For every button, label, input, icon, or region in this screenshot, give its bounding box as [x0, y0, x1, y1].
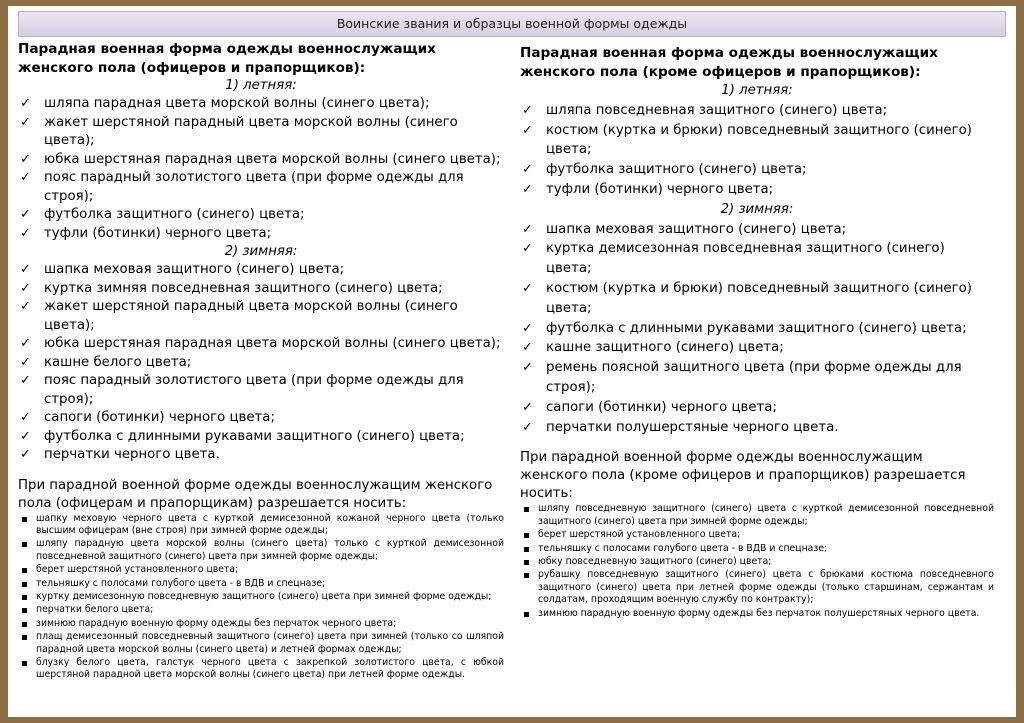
- item-text: костюм (куртка и брюки) повседневный защитного (синего) цвета;: [546, 122, 972, 158]
- square-bullet-icon: [22, 635, 27, 640]
- checkmark-icon: ✓: [20, 410, 31, 425]
- item-text: перчатки полушерстяные черного цвета.: [546, 419, 839, 435]
- uniform-item: [18, 372, 504, 409]
- item-text: берет шерстяной установленного цвета;: [36, 564, 239, 576]
- uniform-item: [520, 338, 994, 358]
- square-bullet-icon: [22, 608, 27, 613]
- uniform-item: [18, 206, 504, 225]
- checkmark-icon: ✓: [20, 373, 31, 388]
- item-text: шляпа повседневная защитного (синего) цвета;: [546, 102, 888, 118]
- right-summer-label: 1) летняя:: [721, 83, 793, 98]
- uniform-item: [520, 121, 994, 161]
- right-summer-list: [520, 101, 994, 200]
- checkmark-icon: ✓: [20, 225, 31, 241]
- left-permit-text: При парадной военной форме одежды военнослужащим женского пола (офицерам и прапорщикам) разрешается носить:: [18, 477, 493, 511]
- checkmark-icon: ✓: [20, 96, 31, 111]
- item-text: куртку демисезонную повседневную защитного (синего) цвета при зимней форме одежды;: [36, 590, 492, 602]
- checkmark-icon: ✓: [20, 114, 31, 130]
- item-text: жакет шерстяной парадный цвета морской волны (синего цвета);: [44, 114, 458, 148]
- item-text: куртка демисезонная повседневная защитного (синего) цвета;: [546, 241, 945, 277]
- right-winter-label: 2) зимняя:: [720, 201, 794, 217]
- uniform-item: [18, 95, 504, 114]
- permit-item: [18, 657, 504, 682]
- checkmark-icon: ✓: [20, 170, 31, 185]
- item-text: юбка шерстяная парадная цвета морской волны (синего цвета);: [44, 336, 501, 351]
- uniform-item: [520, 398, 994, 418]
- square-bullet-icon: [524, 573, 529, 578]
- right-heading: Парадная военная форма одежды военнослужащих женского пола (кроме офицеров и прапорщиков):: [520, 45, 938, 80]
- left-winter-list: [18, 261, 504, 465]
- checkmark-icon: ✓: [20, 336, 31, 351]
- item-text: блузку белого цвета, галстук черного цвета с закрепкой золотистого цвета, с юбкой шерстяной парадной цвета морской волны (синего цвета) при летней форме одежды.: [36, 656, 504, 681]
- uniform-item: [18, 225, 504, 244]
- uniform-item: [18, 335, 504, 354]
- uniform-item: [520, 160, 994, 180]
- checkmark-icon: ✓: [522, 399, 533, 415]
- item-text: сапоги (ботинки) черного цвета;: [546, 399, 777, 415]
- permit-item: [18, 578, 504, 590]
- item-text: юбку повседневную защитного (синего) цвета;: [538, 555, 772, 567]
- item-text: кашне защитного (синего) цвета;: [546, 340, 784, 356]
- uniform-item: [18, 280, 504, 299]
- item-text: костюм (куртка и брюки) повседневный защитного (синего) цвета;: [546, 280, 972, 316]
- item-text: футболка с длинными рукавами защитного (синего) цвета;: [44, 428, 465, 444]
- square-bullet-icon: [524, 547, 529, 552]
- permit-item: [520, 503, 994, 528]
- checkmark-icon: ✓: [522, 162, 533, 178]
- permit-item: [520, 529, 994, 541]
- item-text: кашне белого цвета;: [44, 354, 192, 370]
- item-text: плащ демисезонный повседневный защитного (синего) цвета при зимней (только со шляпой парадной цвета морской волны (синего цвета) и летней формах одежды;: [36, 631, 504, 655]
- checkmark-icon: ✓: [522, 340, 533, 356]
- square-bullet-icon: [22, 661, 27, 666]
- checkmark-icon: ✓: [20, 447, 31, 462]
- left-heading: Парадная военная форма одежды военнослужащих женского пола (офицеров и прапорщиков):: [18, 41, 436, 76]
- item-text: сапоги (ботинки) черного цвета;: [44, 410, 275, 425]
- item-text: зимнюю парадную военную форму одежды без перчаток полушерстяных черного цвета.: [538, 607, 980, 619]
- checkmark-icon: ✓: [20, 207, 31, 222]
- checkmark-icon: ✓: [522, 102, 533, 118]
- uniform-item: [520, 418, 994, 438]
- uniform-item: [18, 114, 504, 151]
- uniform-item: [18, 261, 504, 280]
- right-column: [520, 44, 994, 621]
- item-text: туфли (ботинки) черного цвета;: [546, 181, 774, 197]
- square-bullet-icon: [524, 533, 529, 538]
- permit-item: [18, 538, 504, 563]
- item-text: шапку меховую черного цвета с курткой демисезонной кожаной черного цвета (только высшим офицерам (вне строя) при зимней форме одежды;: [36, 512, 504, 536]
- checkmark-icon: ✓: [20, 280, 31, 296]
- item-text: пояс парадный золотистого цвета (при форме одежды для строя);: [44, 373, 464, 407]
- uniform-item: [520, 239, 994, 279]
- checkmark-icon: ✓: [20, 299, 31, 314]
- permit-item: [520, 608, 994, 620]
- checkmark-icon: ✓: [522, 419, 533, 435]
- square-bullet-icon: [524, 507, 529, 512]
- checkmark-icon: ✓: [522, 360, 533, 376]
- item-text: шляпа парадная цвета морской волны (синего цвета);: [44, 96, 430, 111]
- item-text: рубашку повседневную защитного (синего) цвета с брюками костюма повседневного защитного (синего) цвета при летней форме одежды (только старшинам, сержантам и солдатам, проходящим военную службу по контракту);: [538, 569, 994, 606]
- right-winter-list: [520, 220, 994, 438]
- uniform-item: [18, 428, 504, 447]
- left-summer-list: [18, 95, 504, 243]
- checkmark-icon: ✓: [522, 320, 533, 336]
- uniform-item: [18, 409, 504, 428]
- item-text: футболка защитного (синего) цвета;: [44, 207, 305, 222]
- item-text: шляпу парадную цвета морской волны (синего цвета) только с курткой демисезонной повседневной защитного (синего) цвета при зимней форме одежды;: [36, 538, 504, 562]
- item-text: куртка зимняя повседневная защитного (синего) цвета;: [44, 280, 443, 296]
- checkmark-icon: ✓: [20, 354, 31, 370]
- permit-item: [18, 564, 504, 576]
- permit-item: [520, 543, 994, 555]
- item-text: пояс парадный золотистого цвета (при форме одежды для строя);: [44, 170, 464, 204]
- checkmark-icon: ✓: [20, 151, 31, 167]
- item-text: юбка шерстяная парадная цвета морской волны (синего цвета);: [44, 151, 501, 167]
- uniform-item: [520, 220, 994, 240]
- item-text: футболка с длинными рукавами защитного (синего) цвета;: [546, 320, 967, 336]
- item-text: шапка меховая защитного (синего) цвета;: [546, 221, 847, 237]
- left-permit-list: [18, 513, 504, 682]
- square-bullet-icon: [22, 568, 27, 573]
- square-bullet-icon: [524, 560, 529, 565]
- uniform-item: [520, 279, 994, 319]
- uniform-item: [18, 169, 504, 206]
- checkmark-icon: ✓: [522, 221, 533, 237]
- permit-item: [18, 591, 504, 603]
- permit-item: [18, 618, 504, 630]
- checkmark-icon: ✓: [522, 241, 533, 257]
- item-text: ремень поясной защитного цвета (при форме одежды для строя);: [546, 360, 962, 395]
- permit-item: [18, 513, 504, 538]
- uniform-item: [520, 180, 994, 200]
- right-permit-text: При парадной военной форме одежды военнослужащим женского пола (кроме офицеров и прапорщиков) разрешается носить:: [520, 450, 966, 502]
- item-text: тельняшку с полосами голубого цвета - в ВДВ и спецназе;: [538, 542, 828, 554]
- item-text: перчатки черного цвета.: [44, 447, 220, 462]
- uniform-item: [520, 358, 994, 398]
- square-bullet-icon: [524, 612, 529, 617]
- item-text: шляпу повседневную защитного (синего) цвета с курткой демисезонной повседневной защитного (синего) цвета при зимней форме одежды;: [538, 503, 994, 527]
- checkmark-icon: ✓: [522, 181, 533, 197]
- checkmark-icon: ✓: [522, 280, 533, 296]
- slide: [8, 6, 1016, 717]
- left-winter-label: 2) зимняя:: [224, 244, 298, 259]
- square-bullet-icon: [22, 595, 27, 600]
- slide-title: Воинские звания и образцы военной формы одежды: [18, 11, 1006, 37]
- item-text: берет шерстяной установленного цвета;: [538, 529, 741, 541]
- uniform-item: [18, 298, 504, 335]
- item-text: туфли (ботинки) черного цвета;: [44, 225, 272, 241]
- checkmark-icon: ✓: [20, 428, 31, 444]
- permit-item: [520, 569, 994, 606]
- uniform-item: [520, 319, 994, 339]
- item-text: футболка защитного (синего) цвета;: [546, 162, 807, 178]
- item-text: перчатки белого цвета;: [36, 604, 154, 616]
- square-bullet-icon: [22, 542, 27, 547]
- left-column: [18, 40, 504, 683]
- right-permit-list: [520, 503, 994, 620]
- item-text: жакет шерстяной парадный цвета морской волны (синего цвета);: [44, 299, 458, 333]
- permit-item: [18, 604, 504, 616]
- checkmark-icon: ✓: [522, 122, 533, 138]
- permit-item: [18, 631, 504, 656]
- uniform-item: [520, 101, 994, 121]
- uniform-item: [18, 446, 504, 465]
- item-text: тельняшку с полосами голубого цвета - в ВДВ и спецназе;: [36, 577, 326, 589]
- item-text: зимнюю парадную военную форму одежды без перчаток черного цвета;: [36, 617, 397, 629]
- permit-item: [520, 556, 994, 568]
- checkmark-icon: ✓: [20, 262, 31, 277]
- uniform-item: [18, 354, 504, 373]
- square-bullet-icon: [22, 582, 27, 587]
- left-summer-label: 1) летняя:: [225, 78, 297, 93]
- item-text: шапка меховая защитного (синего) цвета;: [44, 262, 345, 277]
- square-bullet-icon: [22, 622, 27, 627]
- uniform-item: [18, 151, 504, 170]
- square-bullet-icon: [22, 517, 27, 522]
